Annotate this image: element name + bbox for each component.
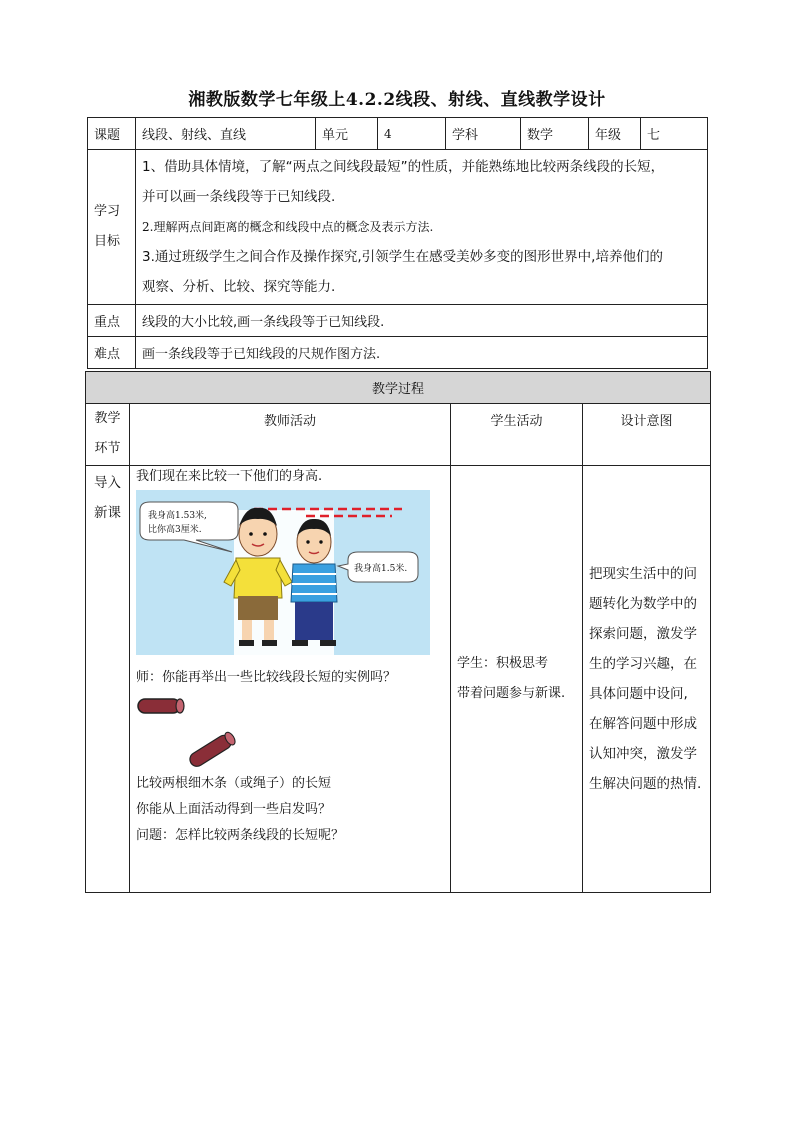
stage-line1: 导入	[94, 475, 121, 491]
boy-right	[291, 519, 337, 646]
col-stage-line2: 环节	[94, 441, 121, 456]
grade-value: 七	[641, 118, 708, 150]
difficulty-value: 画一条线段等于已知线段的尺规作图方法.	[136, 337, 708, 369]
objective-1-line1: 1、借助具体情境，了解“两点之间线段最短”的性质，并能熟练地比较两条线段的长短，	[142, 159, 665, 175]
col-stage-line1: 教学	[94, 411, 121, 426]
objectives-label-line2: 目标	[94, 234, 121, 249]
student-activity-cell	[451, 466, 583, 893]
col-stage-header	[86, 404, 130, 466]
info-row	[88, 118, 708, 150]
wooden-sticks-illustration	[136, 691, 436, 771]
student-line-2: 带着问题参与新课.	[457, 686, 566, 701]
lesson-info-table	[87, 117, 708, 369]
stick-horizontal	[138, 699, 184, 713]
intent-line: 探索问题，激发学	[589, 626, 697, 642]
objective-1-line2: 并可以画一条线段等于已知线段.	[142, 189, 336, 205]
process-band-row	[86, 372, 711, 404]
unit-value: 4	[378, 118, 446, 150]
intent-line: 在解答问题中形成	[589, 716, 697, 732]
difficulty-row	[88, 337, 708, 369]
topic-label: 课题	[88, 118, 136, 150]
col-teacher-header: 教师活动	[130, 404, 451, 466]
teaching-process-table	[85, 371, 711, 893]
unit-label: 单元	[316, 118, 378, 150]
intent-line: 认知冲突，激发学	[589, 746, 697, 762]
intent-line: 生的学习兴趣，在	[589, 656, 697, 672]
teacher-question: 师：你能再举出一些比较线段长短的实例吗？	[136, 670, 397, 685]
intro-row	[86, 466, 711, 893]
objectives-content	[136, 150, 708, 305]
speech-bubble-right	[338, 552, 418, 582]
teacher-activity-cell	[130, 466, 451, 893]
subject-label: 学科	[446, 118, 521, 150]
intent-line: 生解决问题的热情.	[589, 776, 702, 792]
stick-diagonal	[187, 731, 237, 769]
student-line-1: 学生：积极思考	[457, 656, 549, 671]
objective-3-line1: 3.通过班级学生之间合作及操作探究,引领学生在感受美妙多变的图形世界中,培养他们的	[142, 249, 663, 265]
teacher-line-4: 你能从上面活动得到一些启发吗？	[136, 802, 332, 817]
bubble-right-text: 我身高1.5米.	[354, 564, 408, 574]
height-comparison-illustration	[136, 490, 430, 655]
objective-3-line2: 观察、分析、比较、探究等能力.	[142, 279, 336, 295]
intent-line: 具体问题中设问,	[589, 686, 688, 702]
key-point-row	[88, 305, 708, 337]
subject-value: 数学	[521, 118, 589, 150]
objectives-label	[88, 150, 136, 305]
objective-2: 2.理解两点间距离的概念和线段中点的概念及表示方法.	[142, 220, 434, 234]
teacher-line-3: 比较两根细木条（或绳子）的长短	[136, 776, 332, 791]
key-point-label: 重点	[88, 305, 136, 337]
document-title: 湘教版数学七年级上4.2.2线段、射线、直线教学设计	[188, 90, 606, 110]
bubble-left-line1: 我身高1.53米,	[148, 511, 207, 521]
bubble-left-line2: 比你高3厘米.	[148, 525, 202, 535]
col-student-header: 学生活动	[451, 404, 583, 466]
process-band: 教学过程	[86, 372, 711, 404]
intent-line: 把现实生活中的问	[589, 566, 697, 582]
difficulty-label: 难点	[88, 337, 136, 369]
teacher-line-1: 我们现在来比较一下他们的身高.	[136, 469, 323, 484]
topic-value: 线段、射线、直线	[136, 118, 316, 150]
grade-label: 年级	[589, 118, 641, 150]
stage-line2: 新课	[94, 505, 121, 521]
teacher-line-5: 问题：怎样比较两条线段的长短呢？	[136, 828, 345, 843]
process-header-row	[86, 404, 711, 466]
objectives-row	[88, 150, 708, 305]
intent-line: 题转化为数学中的	[589, 596, 697, 612]
stage-cell	[86, 466, 130, 893]
col-intent-header: 设计意图	[583, 404, 711, 466]
objectives-label-line1: 学习	[94, 204, 121, 219]
design-intent-cell	[583, 466, 711, 893]
key-point-value: 线段的大小比较,画一条线段等于已知线段.	[136, 305, 708, 337]
